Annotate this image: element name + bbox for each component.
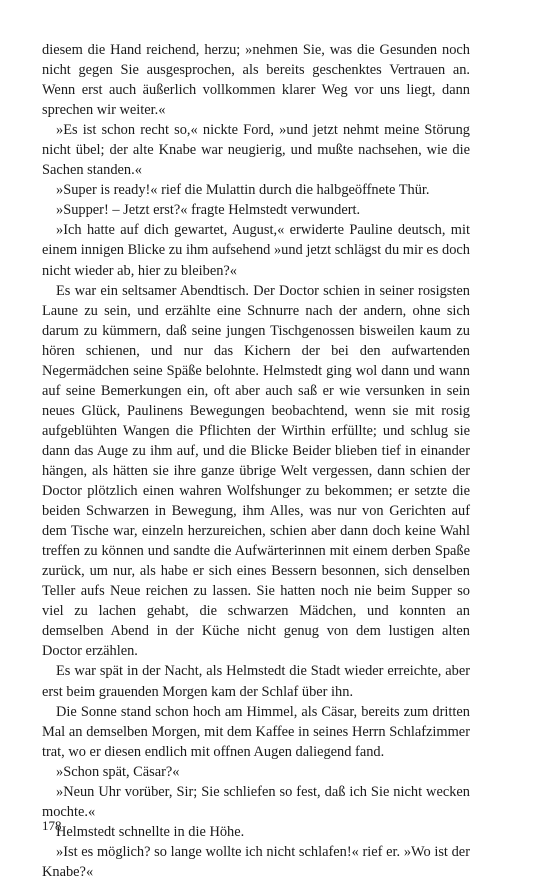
- paragraph-10: »Neun Uhr vorüber, Sir; Sie schliefen so fest, daß ich Sie nicht wecken mochte.«: [42, 783, 470, 820]
- paragraph-5: »Ich hatte auf dich gewartet, August,« erwiderte Pauline deutsch, mit einem innigen Blicke zu ihm aufsehend »und jetzt schlägst du mir es doch nicht wieder ab, hier zu bleiben?«: [42, 222, 470, 279]
- paragraph-1: diesem die Hand reichend, herzu; »nehmen Sie, was die Gesunden noch nicht gegen Sie ausgesprochen, als bereits geschenktes Vertrauen an. Wenn erst auch äußerlich vollkommen klarer Weg vor uns liegt, dann sprechen wir weiter.«: [42, 42, 470, 119]
- paragraph-2: »Es ist schon recht so,« nickte Ford, »und jetzt nehmt meine Störung nicht übel; der alte Knabe war neugierig, und mußte nachsehen, wie die Sachen standen.«: [42, 122, 470, 179]
- paragraph-9: »Schon spät, Cäsar?«: [56, 763, 180, 780]
- paragraph-11: Helmstedt schnellte in die Höhe.: [56, 823, 245, 840]
- paragraph-4: »Supper! – Jetzt erst?« fragte Helmstedt verwundert.: [56, 202, 361, 219]
- paragraph-12: »Ist es möglich? so lange wollte ich nicht schlafen!« rief er. »Wo ist der Knabe?«: [42, 843, 470, 880]
- paragraph-6: Es war ein seltsamer Abendtisch. Der Doctor schien in seiner rosigsten Laune zu sein, und erzählte eine Schnurre nach der andern, ohne sich darum zu kümmern, daß seine jungen Tischgenossen bisweilen kaum zu hören schienen, und nur das Kichern der bei den aufwartenden Negermädchen seine Späße belohnte. Helmstedt ging wol dann und wann auf seine Bemerkungen ein, oft aber auch saß er wie versunken in sein neues Glück, Paulinens Bewegungen beobachtend, wenn sie mit rosig aufgeblühten Wangen die Pflichten der Wirthin erfüllte; und schlug sie dann das Auge zu ihm auf, und die Blicke Beider blieben tief in einander hängen, als hätten sie ihre ganze übrige Welt vergessen, dann schien der Doctor plötzlich einen wahren Wolfshunger zu bekommen; er setzte die beiden Schwarzen in Bewegung, ihm Alles, was nur von Gerichten auf dem Tische war, einzeln herzureichen, schien aber dann doch keine Wahl treffen zu können und sandte die Aufwärterinnen mit einem derben Spaße zurück, um nur, als habe er sich eines Bessern besonnen, sich denselben Teller aufs Neue reichen zu lassen. Sie hatten noch nie beim Supper so viel zu lachen gehabt, die schwarzen Mädchen, und konnten an demselben Abend in der Küche nicht genug von dem lustigen alten Doctor erzählen.: [42, 282, 470, 660]
- paragraph-8: Die Sonne stand schon hoch am Himmel, als Cäsar, bereits zum dritten Mal an demselben Morgen, mit dem Kaffee in seines Herrn Schlafzimmer trat, wo er diesen endlich mit offnen Augen daliegend fand.: [42, 703, 470, 760]
- paragraph-3: »Super is ready!« rief die Mulattin durch die halbgeöffnete Thür.: [56, 182, 430, 199]
- page-text-body: [42, 40, 470, 882]
- page-number: 178: [42, 818, 62, 833]
- paragraph-7: Es war spät in der Nacht, als Helmstedt die Stadt wieder erreichte, aber erst beim grauenden Morgen kam der Schlaf über ihn.: [42, 663, 470, 700]
